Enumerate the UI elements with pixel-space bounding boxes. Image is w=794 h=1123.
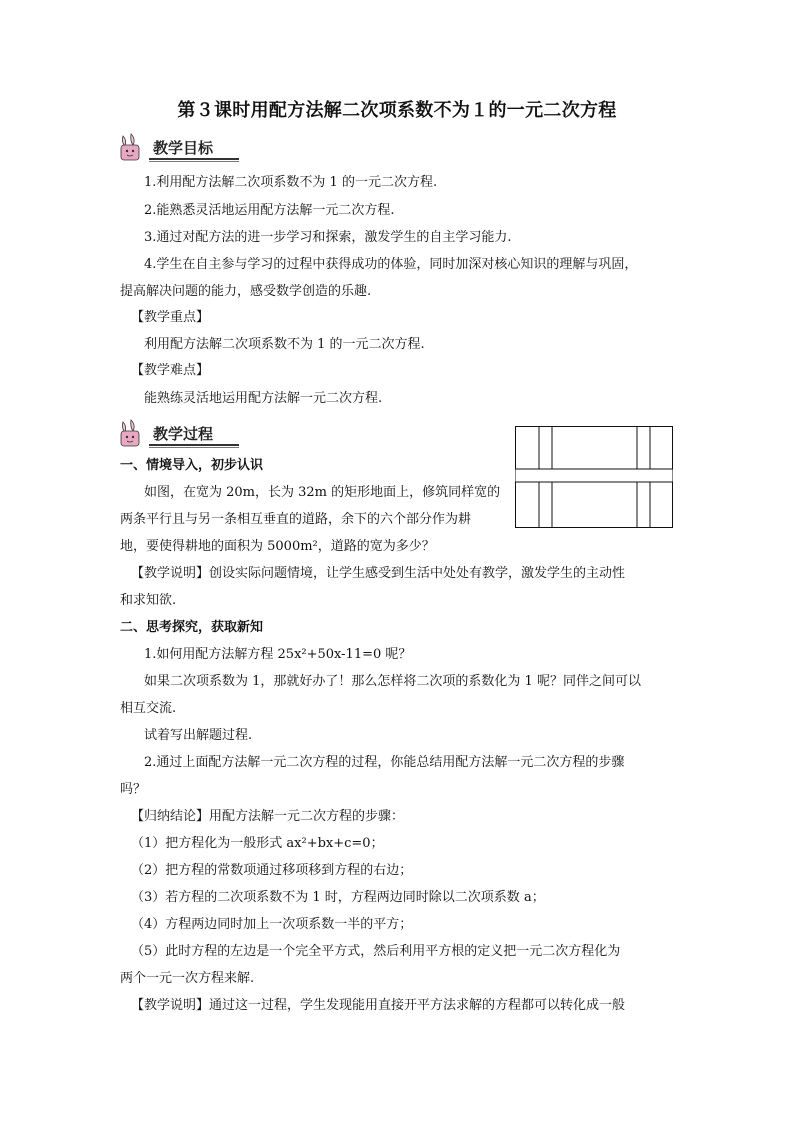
question-text: 2.通过上面配方法解一元二次方程的过程，你能总结用配方法解一元二次方程的步骤 [144,755,625,770]
step-item: （2）把方程的常数项通过移项移到方程的右边； [131,863,413,878]
goal-item: 3.通过对配方法的进一步学习和探索，激发学生的自主学习能力. [144,230,512,245]
step-item: （3）若方程的二次项系数不为 1 时，方程两边同时除以二次项系数 a； [131,890,545,905]
problem-line: 两条平行且与另一条相互垂直的道路，余下的六个部分作为耕 [120,512,472,527]
section-heading: 一、情境导入，初步认识 [120,458,264,473]
goal-item: 1.利用配方法解二次项系数不为 1 的一元二次方程. [144,175,438,190]
paragraph-line: 如果二次项系数为 1，那就好办了！那么怎样将二次项的系数化为 1 呢？同伴之间可以 [144,674,641,689]
banner-title: 教学过程 [153,425,214,443]
banner-title: 教学目标 [153,139,214,157]
difficulty-label: 【教学难点】 [131,363,210,378]
step-item: （4）方程两边同时加上一次项系数一半的平方； [131,917,413,932]
step-item: （1）把方程化为一般形式 ax²+bx+c=0； [131,836,384,851]
teaching-note: 和求知欲. [120,593,177,608]
section-banner-process [115,418,245,450]
conclusion-intro: 【归纳结论】用配方法解一元二次方程的步骤： [131,809,405,824]
section-heading: 二、思考探究，获取新知 [120,620,264,635]
banner-underline [149,158,239,160]
section-banner-goals [115,132,245,164]
goal-item: 2.能熟悉灵活地运用配方法解一元二次方程. [144,203,395,218]
key-point-label: 【教学重点】 [131,310,210,325]
question-text: 1.如何用配方法解方程 25x²+50x-11=0 呢？ [144,647,412,662]
problem-line: 如图，在宽为 20m，长为 32m 的矩形地面上，修筑同样宽的 [144,485,501,500]
paragraph-line: 相互交流. [120,701,177,716]
step-item-continuation: 两个一元一次方程来解. [120,971,255,986]
banner-underline-thin [149,161,239,162]
teaching-note: 【教学说明】创设实际问题情境，让学生感受到生活中处处有教学，激发学生的主动性 [131,566,626,581]
key-point-text: 利用配方法解二次项系数不为 1 的一元二次方程. [144,337,425,352]
teaching-note: 【教学说明】通过这一过程，学生发现能用直接开平方法求解的方程都可以转化成一般 [131,998,626,1013]
goal-item-continuation: 提高解决问题的能力，感受数学创造的乐趣. [120,284,372,299]
difficulty-text: 能熟练灵活地运用配方法解一元二次方程. [144,391,383,406]
question-text: 吗？ [120,782,147,797]
bunny-mascot-icon [115,418,149,450]
problem-line: 地，要使得耕地的面积为 5000m²，道路的宽为多少？ [120,539,435,554]
bunny-mascot-icon [115,132,149,164]
goal-item: 4.学生在自主参与学习的过程中获得成功的体验，同时加深对核心知识的理解与巩固， [144,257,638,272]
banner-underline-thin [149,447,239,448]
banner-underline [149,444,239,446]
step-item: （5）此时方程的左边是一个完全平方式，然后利用平方根的定义把一元二次方程化为 [131,944,621,959]
paragraph-line: 试着写出解题过程. [144,728,253,743]
page-title: 第３课时用配方法解二次项系数不为１的一元二次方程 [177,100,617,121]
